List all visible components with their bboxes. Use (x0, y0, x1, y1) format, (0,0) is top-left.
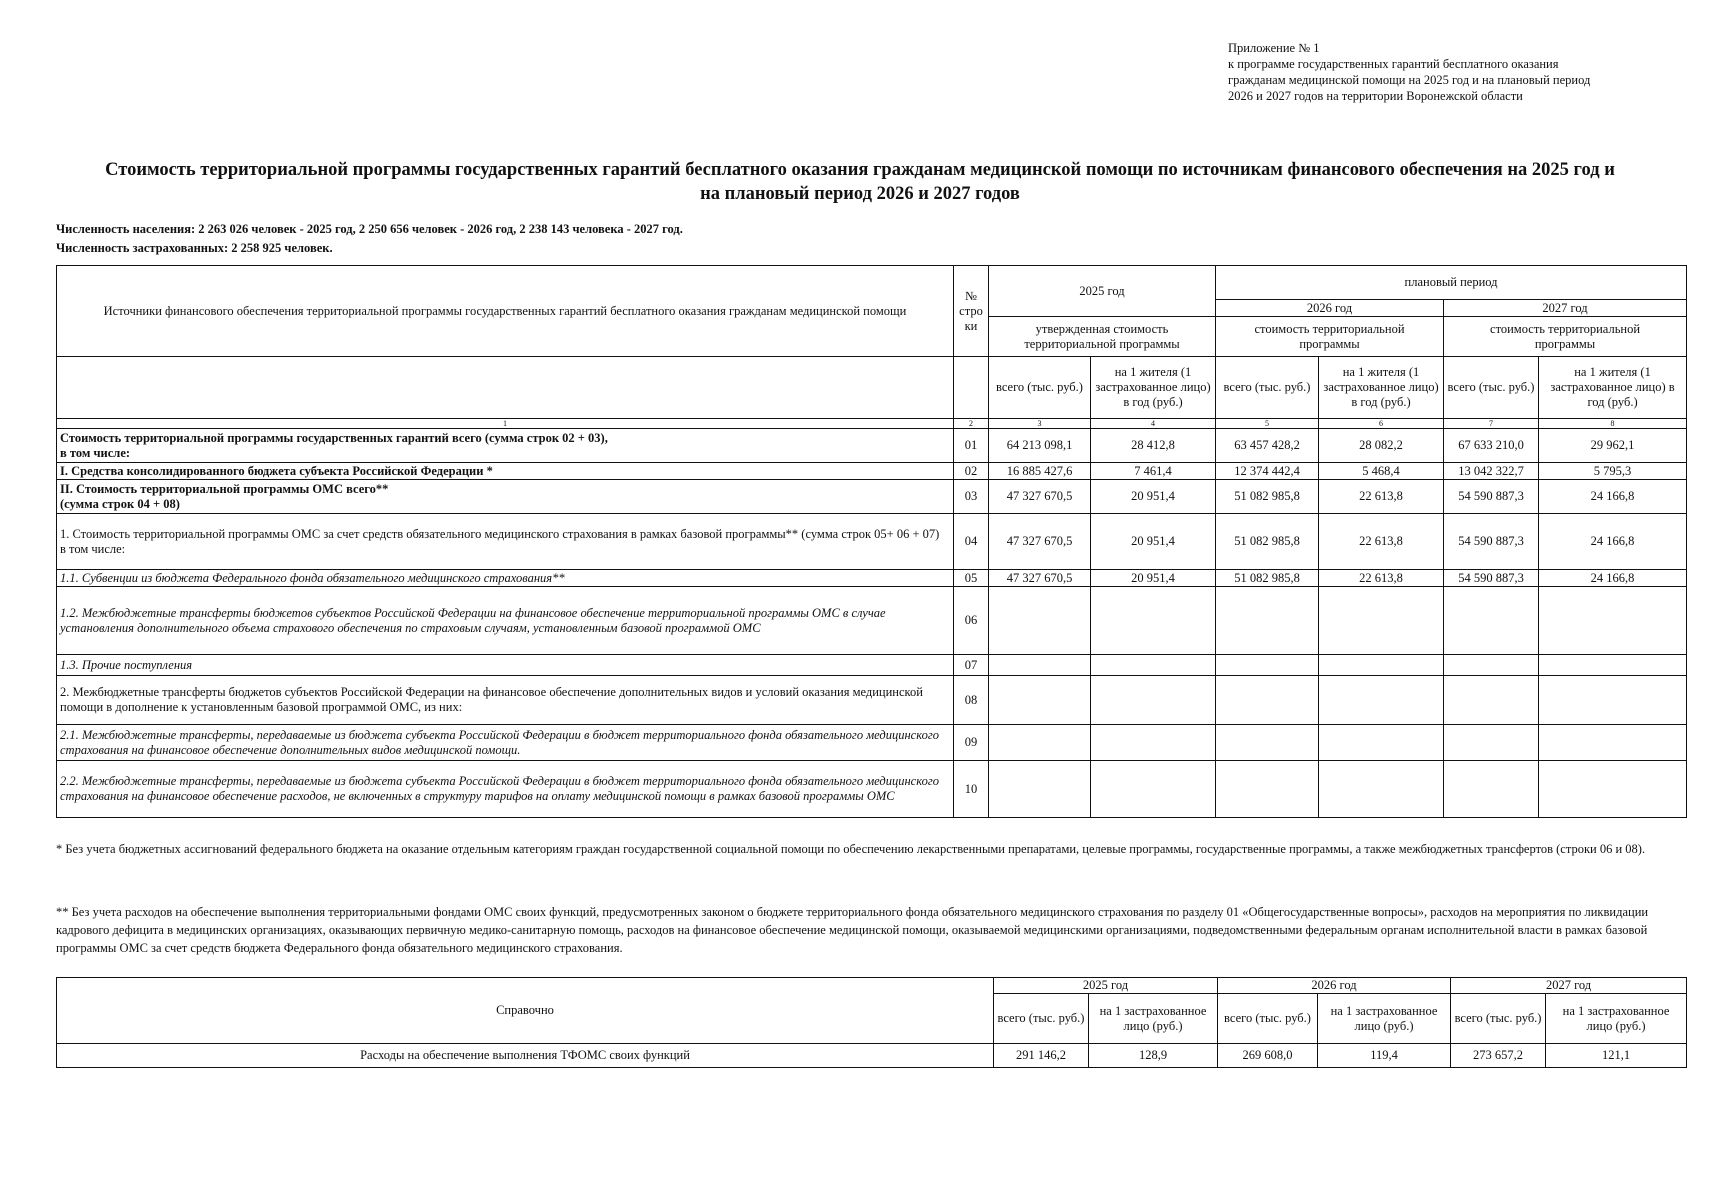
row-value: 20 951,4 (1091, 570, 1216, 587)
header-total: всего (тыс. руб.) (1216, 357, 1319, 419)
row-value (1539, 655, 1687, 676)
row-value: 47 327 670,5 (989, 480, 1091, 514)
header-cost-2026: стоимость территориальной программы (1216, 317, 1444, 357)
ref-value: 119,4 (1318, 1044, 1451, 1068)
column-number: 1 (57, 419, 954, 429)
row-label-sub: в том числе: (60, 445, 131, 460)
row-value: 24 166,8 (1539, 570, 1687, 587)
header-total: всего (тыс. руб.) (989, 357, 1091, 419)
row-label-text: Стоимость территориальной программы государственных гарантий всего (сумма строк 02 + 03), (60, 430, 608, 445)
row-label-text: II. Стоимость территориальной программы ОМС всего** (60, 481, 389, 496)
ref-row-label: Расходы на обеспечение выполнения ТФОМС своих функций (57, 1044, 994, 1068)
header-2026: 2026 год (1216, 300, 1444, 317)
header-planned: плановый период (1216, 266, 1687, 300)
row-number: 07 (954, 655, 989, 676)
row-value (989, 761, 1091, 818)
row-value (1091, 587, 1216, 655)
row-value (1091, 761, 1216, 818)
row-value (1319, 725, 1444, 761)
column-number: 6 (1319, 419, 1444, 429)
row-value (1444, 655, 1539, 676)
row-value: 24 166,8 (1539, 514, 1687, 570)
appendix-line: к программе государственных гарантий бесплатного оказания (1228, 57, 1559, 71)
row-value (989, 725, 1091, 761)
appendix-header (1228, 40, 1688, 104)
row-label-sub: (сумма строк 04 + 08) (60, 496, 180, 511)
column-number: 4 (1091, 419, 1216, 429)
row-value: 67 633 210,0 (1444, 429, 1539, 463)
row-value (1444, 676, 1539, 725)
ref-header-total: всего (тыс. руб.) (1451, 994, 1546, 1044)
title-line: на плановый период 2026 и 2027 годов (700, 184, 1020, 204)
row-value (1216, 655, 1319, 676)
row-value (1539, 761, 1687, 818)
row-label-text: 2.2. Межбюджетные трансферты, передаваемые из бюджета субъекта Российской Федерации в бюджет территориального фонда обязательного медицинского страхования на финансовое обеспечение расходов, не включенных в структуру тарифов на оплату медицинской помощи в рамках базовой программы ОМС (60, 774, 939, 803)
row-value: 64 213 098,1 (989, 429, 1091, 463)
row-value (1216, 587, 1319, 655)
row-value: 28 082,2 (1319, 429, 1444, 463)
row-label-sub: в том числе: (60, 541, 126, 556)
row-label (57, 655, 954, 676)
row-value: 51 082 985,8 (1216, 480, 1319, 514)
row-value: 54 590 887,3 (1444, 480, 1539, 514)
header-approved-cost: утвержденная стоимость территориальной программы (989, 317, 1216, 357)
row-value: 5 795,3 (1539, 463, 1687, 480)
row-value (989, 676, 1091, 725)
row-label (57, 725, 954, 761)
main-table (56, 265, 1687, 818)
header-per-resident: на 1 жителя (1 застрахованное лицо) в год (руб.) (1091, 357, 1216, 419)
row-label (57, 761, 954, 818)
row-value: 54 590 887,3 (1444, 570, 1539, 587)
appendix-line: 2026 и 2027 годов на территории Воронежской области (1228, 89, 1523, 103)
table-row (57, 725, 1687, 761)
row-number: 01 (954, 429, 989, 463)
row-value (1319, 655, 1444, 676)
row-value (1444, 761, 1539, 818)
ref-header-total: всего (тыс. руб.) (994, 994, 1089, 1044)
table-row (57, 676, 1687, 725)
row-value (989, 655, 1091, 676)
row-label (57, 514, 954, 570)
row-value: 20 951,4 (1091, 514, 1216, 570)
row-label-text: 2. Межбюджетные трансферты бюджетов субъектов Российской Федерации на финансовое обеспечение дополнительных видов и условий оказания медицинской помощи в дополнение к установленным базовой программой ОМС, из них: (60, 685, 923, 714)
insured-line: Численность застрахованных: 2 258 925 человек. (56, 241, 333, 255)
row-label-text: 1.1. Субвенции из бюджета Федерального фонда обязательного медицинского страхования** (60, 570, 565, 585)
row-number: 03 (954, 480, 989, 514)
ref-header-total: всего (тыс. руб.) (1218, 994, 1318, 1044)
ref-value: 269 608,0 (1218, 1044, 1318, 1068)
table-row (57, 480, 1687, 514)
ref-value: 121,1 (1546, 1044, 1687, 1068)
header-row-number: № стро ки (954, 266, 989, 357)
row-value (1319, 761, 1444, 818)
header-per-resident: на 1 жителя (1 застрахованное лицо) в год (руб.) (1319, 357, 1444, 419)
header-2025: 2025 год (989, 266, 1216, 317)
row-value: 16 885 427,6 (989, 463, 1091, 480)
table-row (57, 514, 1687, 570)
row-value (1539, 587, 1687, 655)
reference-label: Справочно (57, 978, 994, 1044)
row-value: 12 374 442,4 (1216, 463, 1319, 480)
table-row (57, 761, 1687, 818)
footnote-oms: ** Без учета расходов на обеспечение выполнения территориальными фондами ОМС своих функций, предусмотренных законом о бюджете территориального фонда обязательного медицинского страхования по разделу 01 «Общегосударственные вопросы», расходов на мероприятия по ликвидации кадрового дефицита в медицинских организациях, оказывающих первичную медико-санитарную помощь, расходов на финансовое обеспечение медицинской помощи, оказываемой медицинскими организациями, подведомственными федеральным органам исполнительной власти в рамках базовой программы ОМС за счет средств бюджета Федерального фонда обязательного медицинского страхования. (56, 905, 1649, 955)
header-sources: Источники финансового обеспечения территориальной программы государственных гарантий бесплатного оказания гражданам медицинской помощи (57, 266, 954, 357)
row-label-text: 1.3. Прочие поступления (60, 657, 193, 672)
row-value (1091, 655, 1216, 676)
row-value: 5 468,4 (1319, 463, 1444, 480)
column-number: 2 (954, 419, 989, 429)
population-line: Численность населения: 2 263 026 человек - 2025 год, 2 250 656 человек - 2026 год, 2 238 143 человека - 2027 год. (56, 222, 683, 236)
row-value: 22 613,8 (1319, 570, 1444, 587)
column-number: 3 (989, 419, 1091, 429)
row-value (1444, 587, 1539, 655)
header-total: всего (тыс. руб.) (1444, 357, 1539, 419)
row-value (1216, 725, 1319, 761)
document-title (40, 158, 1680, 206)
table-row (57, 463, 1687, 480)
row-label-text: I. Средства консолидированного бюджета субъекта Российской Федерации * (60, 463, 493, 478)
ref-header-per-insured: на 1 застрахованное лицо (руб.) (1546, 994, 1687, 1044)
footnote-budget: * Без учета бюджетных ассигнований федерального бюджета на оказание отдельным категориям граждан государственной социальной помощи по обеспечению лекарственными препаратами, целевые программы, государственные программы, а также межбюджетных трансфертов (строки 06 и 08). (56, 842, 1646, 856)
row-value (1539, 725, 1687, 761)
row-value (1216, 676, 1319, 725)
ref-header-per-insured: на 1 застрахованное лицо (руб.) (1089, 994, 1218, 1044)
row-value: 47 327 670,5 (989, 570, 1091, 587)
row-value (989, 587, 1091, 655)
ref-header-2025: 2025 год (994, 978, 1218, 994)
row-number: 10 (954, 761, 989, 818)
row-value: 22 613,8 (1319, 480, 1444, 514)
table-row (57, 655, 1687, 676)
row-label (57, 480, 954, 514)
row-number: 05 (954, 570, 989, 587)
row-value (1216, 761, 1319, 818)
row-label (57, 429, 954, 463)
table-row (57, 429, 1687, 463)
row-value: 63 457 428,2 (1216, 429, 1319, 463)
row-value (1319, 587, 1444, 655)
row-label-text: 1. Стоимость территориальной программы ОМС за счет средств обязательного медицинского страхования в рамках базовой программы** (сумма строк 05+ 06 + 07) (60, 526, 940, 541)
row-label-text: 2.1. Межбюджетные трансферты, передаваемые из бюджета субъекта Российской Федерации в бюджет территориального фонда обязательного медицинского страхования на финансовое обеспечение дополнительных видов медицинской помощи. (60, 727, 939, 757)
row-label (57, 587, 954, 655)
row-value: 24 166,8 (1539, 480, 1687, 514)
row-label-text: 1.2. Межбюджетные трансферты бюджетов субъектов Российской Федерации на финансовое обеспечение территориальной программы ОМС в случае установления дополнительного объема страхового обеспечения по страховым случаям, установленным базовой программой ОМС (60, 605, 886, 635)
ref-header-2026: 2026 год (1218, 978, 1451, 994)
table-row (57, 587, 1687, 655)
row-number: 04 (954, 514, 989, 570)
ref-header-per-insured: на 1 застрахованное лицо (руб.) (1318, 994, 1451, 1044)
row-value: 51 082 985,8 (1216, 570, 1319, 587)
row-value: 29 962,1 (1539, 429, 1687, 463)
ref-value: 273 657,2 (1451, 1044, 1546, 1068)
row-value (1319, 676, 1444, 725)
row-label (57, 463, 954, 480)
ref-header-2027: 2027 год (1451, 978, 1687, 994)
row-number: 09 (954, 725, 989, 761)
header-2027: 2027 год (1444, 300, 1687, 317)
column-number: 5 (1216, 419, 1319, 429)
row-value (1444, 725, 1539, 761)
row-value: 28 412,8 (1091, 429, 1216, 463)
appendix-line: гражданам медицинской помощи на 2025 год и на плановый период (1228, 73, 1591, 87)
row-value: 13 042 322,7 (1444, 463, 1539, 480)
row-value (1091, 676, 1216, 725)
reference-table (56, 977, 1687, 1068)
header-cost-2027: стоимость территориальной программы (1444, 317, 1687, 357)
row-label (57, 570, 954, 587)
ref-value: 291 146,2 (994, 1044, 1089, 1068)
row-value: 7 461,4 (1091, 463, 1216, 480)
row-value (1539, 676, 1687, 725)
row-number: 06 (954, 587, 989, 655)
header-per-resident: на 1 жителя (1 застрахованное лицо) в год (руб.) (1539, 357, 1687, 419)
row-value: 22 613,8 (1319, 514, 1444, 570)
row-number: 08 (954, 676, 989, 725)
column-number: 7 (1444, 419, 1539, 429)
row-value: 51 082 985,8 (1216, 514, 1319, 570)
row-value: 47 327 670,5 (989, 514, 1091, 570)
row-label (57, 676, 954, 725)
ref-value: 128,9 (1089, 1044, 1218, 1068)
column-number: 8 (1539, 419, 1687, 429)
row-value (1091, 725, 1216, 761)
row-value: 20 951,4 (1091, 480, 1216, 514)
row-number: 02 (954, 463, 989, 480)
appendix-line: Приложение № 1 (1228, 41, 1320, 55)
table-row (57, 570, 1687, 587)
row-value: 54 590 887,3 (1444, 514, 1539, 570)
title-line: Стоимость территориальной программы государственных гарантий бесплатного оказания гражданам медицинской помощи по источникам финансового обеспечения на 2025 год и (105, 160, 1615, 180)
